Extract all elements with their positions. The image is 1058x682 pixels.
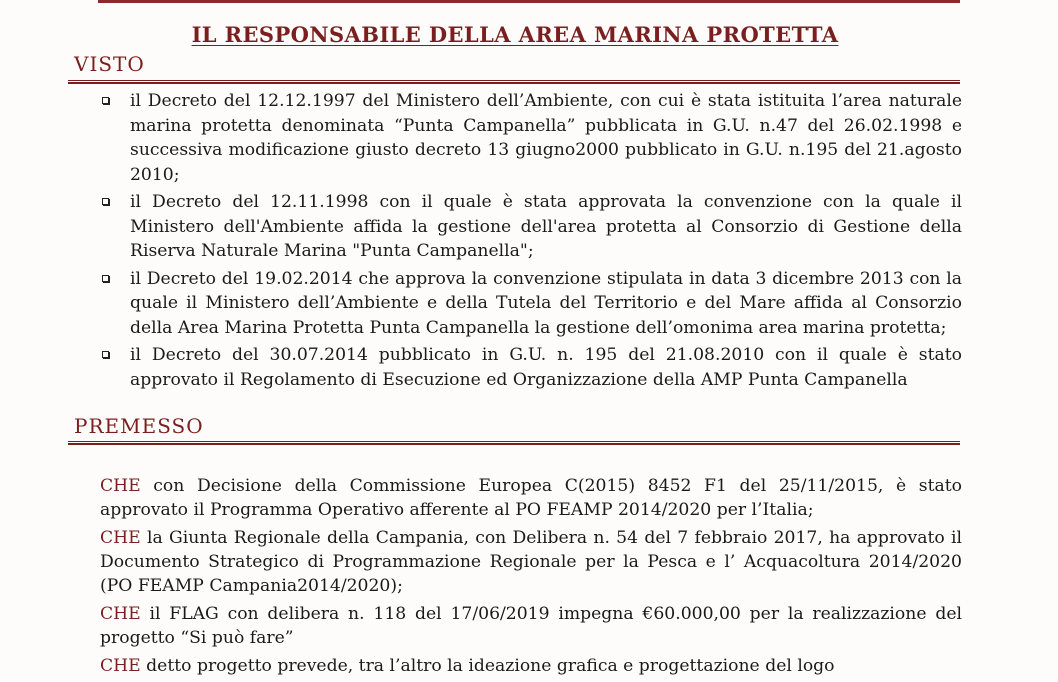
document-title: IL RESPONSABILE DELLA AREA MARINA PROTETTA (191, 22, 839, 47)
premesso-heading: PREMESSO (74, 414, 204, 438)
square-bullet-icon (102, 275, 109, 282)
che-keyword: CHE (100, 656, 141, 676)
premesso-item-text: la Giunta Regionale della Campania, con Delibera n. 54 del 7 febbraio 2017, ha approvato il Documento Strategico di Programmazione Regionale per la Pesca e l’ Acquacoltura 2014/2020 (PO FEAMP Campania2014/2020); (100, 528, 962, 596)
premesso-item (100, 602, 962, 650)
visto-item (96, 89, 962, 187)
visto-item-text: il Decreto del 12.12.1997 del Ministero dell’Ambiente, con cui è stata istituita l’area naturale marina protetta denominata “Punta Campanella” pubblicata in G.U. n.47 del 26.02.1998 e successiva modificazione giusto decreto 13 giugno2000 pubblicato in G.U. n.195 del 21.agosto 2010; (130, 91, 962, 185)
top-rule (98, 0, 960, 3)
visto-list (96, 89, 962, 392)
square-bullet-icon (102, 97, 109, 104)
visto-item-text: il Decreto del 19.02.2014 che approva la convenzione stipulata in data 3 dicembre 2013 con la quale il Ministero dell’Ambiente e della Tutela del Territorio e del Mare affida al Consorzio della Area Marina Protetta Punta Campanella la gestione dell’omonima area marina protetta; (130, 268, 962, 338)
visto-item (96, 343, 962, 392)
visto-item (96, 190, 962, 264)
premesso-item-text: il FLAG con delibera n. 118 del 17/06/2019 impegna €60.000,00 per la realizzazione del progetto “Si può fare” (100, 604, 962, 648)
premesso-rule (68, 441, 960, 445)
premesso-item-text: detto progetto prevede, tra l’altro la ideazione grafica e progettazione del logo (140, 656, 835, 676)
visto-heading: VISTO (74, 52, 145, 76)
premesso-item (100, 526, 962, 598)
visto-item (96, 267, 962, 341)
premesso-item (100, 474, 962, 522)
visto-rule (68, 80, 960, 84)
che-keyword: CHE (100, 528, 141, 548)
premesso-item-text: con Decisione della Commissione Europea C(2015) 8452 F1 del 25/11/2015, è stato approvato il Programma Operativo afferente al PO FEAMP 2014/2020 per l’Italia; (100, 476, 962, 520)
square-bullet-icon (102, 198, 109, 205)
premesso-item (100, 654, 962, 678)
visto-item-text: il Decreto del 30.07.2014 pubblicato in G.U. n. 195 del 21.08.2010 con il quale è stato approvato il Regolamento di Esecuzione ed Organizzazione della AMP Punta Campanella (130, 345, 962, 390)
che-keyword: CHE (100, 604, 141, 624)
premesso-list (100, 474, 962, 682)
che-keyword: CHE (100, 476, 141, 496)
square-bullet-icon (102, 351, 109, 358)
visto-item-text: il Decreto del 12.11.1998 con il quale è stata approvata la convenzione con la quale il Ministero dell'Ambiente affida la gestione dell'area protetta al Consorzio di Gestione della Riserva Naturale Marina "Punta Campanella"; (130, 192, 962, 261)
